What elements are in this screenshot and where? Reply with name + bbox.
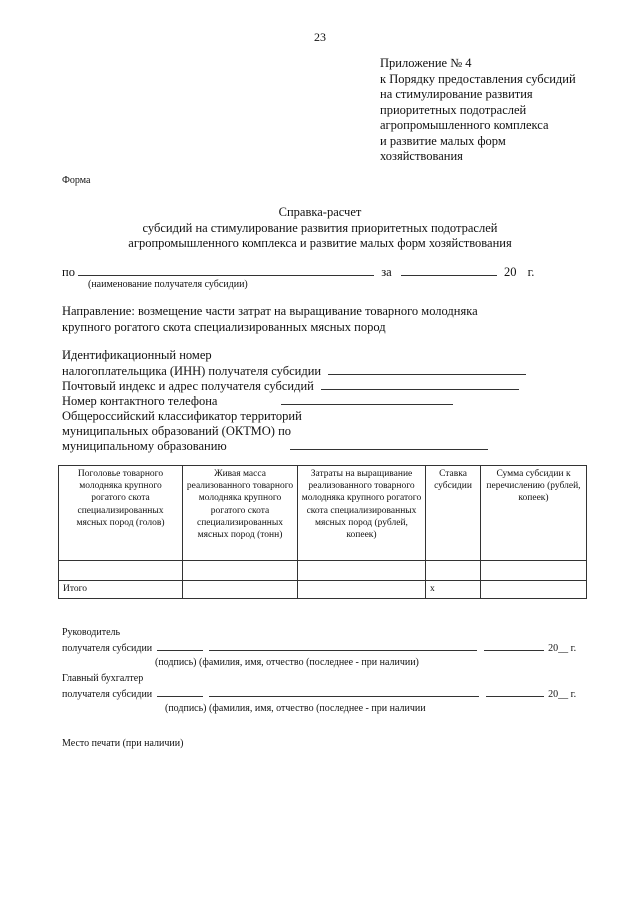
table-header-row bbox=[59, 466, 587, 561]
table-header-cell: Затраты на выращивание реализованного товарного молодняка крупного рогатого скота специализированных мясных пород (рублей, копеек) bbox=[298, 466, 426, 561]
phone-label: Номер контактного телефона bbox=[62, 394, 218, 408]
doc-subtitle-line: агропромышленного комплекса и развитие малых форм хозяйствования bbox=[128, 236, 512, 250]
inn-line bbox=[62, 364, 526, 379]
total-label: Итого bbox=[59, 581, 183, 599]
year-label: 20 bbox=[503, 265, 517, 279]
phone-field[interactable] bbox=[281, 394, 453, 405]
table-cell[interactable] bbox=[298, 581, 426, 599]
accountant-signature-line bbox=[62, 688, 576, 700]
form-label: Форма bbox=[62, 175, 91, 186]
appendix-line: к Порядку предоставления субсидий bbox=[380, 71, 576, 86]
table-cell[interactable] bbox=[298, 561, 426, 581]
oktmo-label: Общероссийский классификатор территорий bbox=[62, 409, 302, 423]
head-name-field[interactable] bbox=[209, 642, 477, 651]
recipient-line bbox=[62, 265, 534, 280]
address-label: Почтовый индекс и адрес получателя субсидий bbox=[62, 379, 314, 393]
po-label: по bbox=[62, 265, 75, 279]
head-date-field[interactable] bbox=[484, 642, 544, 651]
inn-label-2: налогоплательщика (ИНН) получателя субсидии bbox=[62, 364, 322, 378]
oktmo-label-3: муниципальному образованию bbox=[62, 439, 227, 453]
appendix-line: приоритетных подотраслей bbox=[380, 102, 527, 117]
za-label: за bbox=[381, 265, 392, 279]
g-label: г. bbox=[527, 265, 535, 279]
head-signature-line bbox=[62, 642, 576, 654]
table-total-row bbox=[59, 581, 587, 599]
acc-date-field[interactable] bbox=[486, 688, 544, 697]
head-signature-field[interactable] bbox=[157, 642, 203, 651]
recipient-caption: (наименование получателя субсидии) bbox=[88, 279, 248, 290]
table-cell[interactable] bbox=[183, 561, 298, 581]
acc-signature-field[interactable] bbox=[157, 688, 203, 697]
recipient-name-field[interactable] bbox=[78, 265, 374, 276]
table-cell[interactable] bbox=[59, 561, 183, 581]
phone-line bbox=[62, 394, 453, 409]
head-recipient-label: получателя субсидии bbox=[62, 643, 153, 654]
acc-year-label: 20__ г. bbox=[548, 689, 577, 700]
table-cell[interactable] bbox=[481, 581, 587, 599]
stamp-place: Место печати (при наличии) bbox=[62, 738, 184, 749]
head-year-label: 20__ г. bbox=[548, 643, 577, 654]
address-field[interactable] bbox=[321, 379, 519, 390]
oktmo-label: муниципальных образований (ОКТМО) по bbox=[62, 424, 292, 438]
inn-label: Идентификационный номер bbox=[62, 348, 212, 362]
table-header-cell: Ставка субсидии bbox=[426, 466, 481, 561]
appendix-block bbox=[380, 56, 576, 165]
accountant-title: Главный бухгалтер bbox=[62, 673, 144, 684]
appendix-line: и развитие малых форм bbox=[380, 133, 506, 148]
head-caption: (подпись) (фамилия, имя, отчество (последнее - при наличии) bbox=[155, 657, 419, 668]
direction-line: Направление: возмещение части затрат на выращивание товарного молодняка bbox=[62, 304, 478, 318]
table-cell[interactable] bbox=[481, 561, 587, 581]
address-line bbox=[62, 379, 519, 394]
appendix-line: Приложение № 4 bbox=[380, 56, 472, 70]
appendix-line: хозяйствования bbox=[380, 149, 463, 163]
direction-line: крупного рогатого скота специализированных мясных пород bbox=[62, 320, 386, 334]
subsidy-table bbox=[58, 465, 587, 599]
total-rate: x bbox=[426, 581, 481, 599]
page-number: 23 bbox=[314, 30, 326, 44]
table-header-cell: Живая масса реализованного товарного молодняка крупного рогатого скота специализированных мясных пород (тонн) bbox=[183, 466, 298, 561]
acc-name-field[interactable] bbox=[209, 688, 479, 697]
head-title: Руководитель bbox=[62, 627, 121, 638]
oktmo-field[interactable] bbox=[290, 439, 488, 450]
oktmo-line bbox=[62, 439, 488, 454]
period-field[interactable] bbox=[401, 265, 497, 276]
appendix-line: на стимулирование развития bbox=[380, 87, 533, 101]
table-cell[interactable] bbox=[426, 561, 481, 581]
table-row bbox=[59, 561, 587, 581]
accountant-caption: (подпись) (фамилия, имя, отчество (последнее - при наличии bbox=[165, 703, 426, 714]
appendix-line: агропромышленного комплекса bbox=[380, 118, 549, 132]
acc-recipient-label: получателя субсидии bbox=[62, 689, 153, 700]
inn-field[interactable] bbox=[328, 364, 526, 375]
doc-subtitle-line: субсидий на стимулирование развития приоритетных подотраслей bbox=[142, 221, 498, 235]
table-header-cell: Сумма субсидии к перечислению (рублей, копеек) bbox=[481, 466, 587, 561]
table-header-cell: Поголовье товарного молодняка крупного рогатого скота специализированных мясных пород (голов) bbox=[59, 466, 183, 561]
table-cell[interactable] bbox=[183, 581, 298, 599]
doc-title: Справка-расчет bbox=[278, 205, 362, 219]
